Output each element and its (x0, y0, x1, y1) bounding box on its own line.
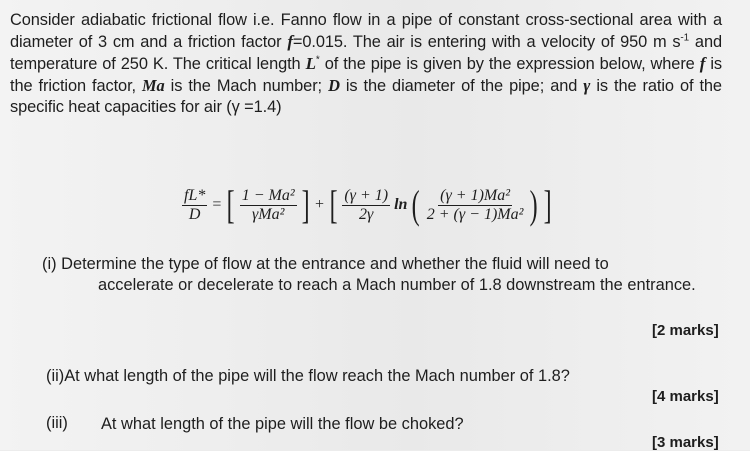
term3-denominator: 2 + (γ − 1)Ma² (426, 205, 524, 223)
term3-numerator: (γ + 1)Ma² (440, 186, 511, 204)
friction-factor-symbol: f (287, 32, 293, 51)
right-bracket: ] (301, 182, 310, 227)
term2-fraction (342, 187, 390, 224)
mach-symbol: Ma (142, 76, 165, 95)
term1-numerator: 1 − Ma² (241, 186, 295, 204)
problem-text (10, 10, 722, 118)
term1-denominator: γMa² (251, 205, 285, 223)
intro-text-4: of the pipe is given by the expression below, where (324, 55, 695, 73)
question-3-text: At what length of the pipe will the flow be choked? (101, 415, 464, 433)
equals-sign: = (212, 196, 222, 213)
fanno-equation (180, 176, 600, 234)
term3-fraction (425, 187, 526, 224)
right-bracket-2: ] (543, 182, 552, 227)
critical-length-symbol: L (305, 54, 316, 73)
intro-text-8: is the ratio of the specific heat capacities for air (γ =1.4) (10, 77, 722, 116)
question-1-marks: [2 marks] (652, 322, 719, 339)
term2-denominator: 2γ (359, 205, 374, 223)
intro-text-1: Consider adiabatic frictional flow i.e. Fanno flow in a pipe of constant cross-sectional area with a diameter of 3 cm and a friction factor (10, 11, 722, 51)
gamma-symbol: γ (583, 76, 591, 95)
question-2-number: (ii) (46, 367, 65, 385)
intro-text-6: is the Mach number; (170, 77, 323, 95)
term2-numerator: (γ + 1) (344, 186, 389, 204)
term1-fraction (240, 187, 297, 224)
question-3-marks: [3 marks] (652, 434, 719, 451)
intro-text-7: is the diameter of the pipe; and (345, 77, 578, 95)
question-2-marks: [4 marks] (652, 388, 719, 405)
intro-text-5: is the friction factor, (10, 55, 722, 95)
unit-exponent: -1 (680, 32, 690, 44)
ln-operator: ln (394, 196, 408, 213)
left-paren: ( (412, 182, 421, 227)
lhs-fraction (182, 187, 207, 224)
problem-statement (10, 10, 722, 118)
lhs-denominator: D (188, 205, 201, 223)
diameter-symbol: D (328, 76, 340, 95)
lhs-numerator: fL* (184, 186, 206, 204)
intro-text-2: =0.015. The air is entering with a velocity of 950 m s (292, 33, 681, 51)
question-1 (42, 254, 726, 296)
plus-sign: + (314, 196, 324, 213)
left-bracket: [ (227, 182, 236, 227)
left-bracket-2: [ (329, 182, 338, 227)
star-superscript: * (315, 54, 320, 66)
question-1-text-cont: accelerate or decelerate to reach a Mach number of 1.8 downstream the entrance. (98, 276, 696, 294)
intro-text-3: and temperature of 250 K. The critical length (10, 33, 722, 73)
question-1-number: (i) (42, 255, 57, 273)
friction-factor-symbol-2: f (699, 54, 706, 73)
right-paren: ) (530, 182, 539, 227)
question-1-text: Determine the type of flow at the entrance and whether the fluid will need to (61, 255, 609, 273)
question-2 (46, 366, 570, 387)
question-3-number: (iii) (46, 414, 68, 432)
question-2-text: At what length of the pipe will the flow reach the Mach number of 1.8? (64, 367, 570, 385)
